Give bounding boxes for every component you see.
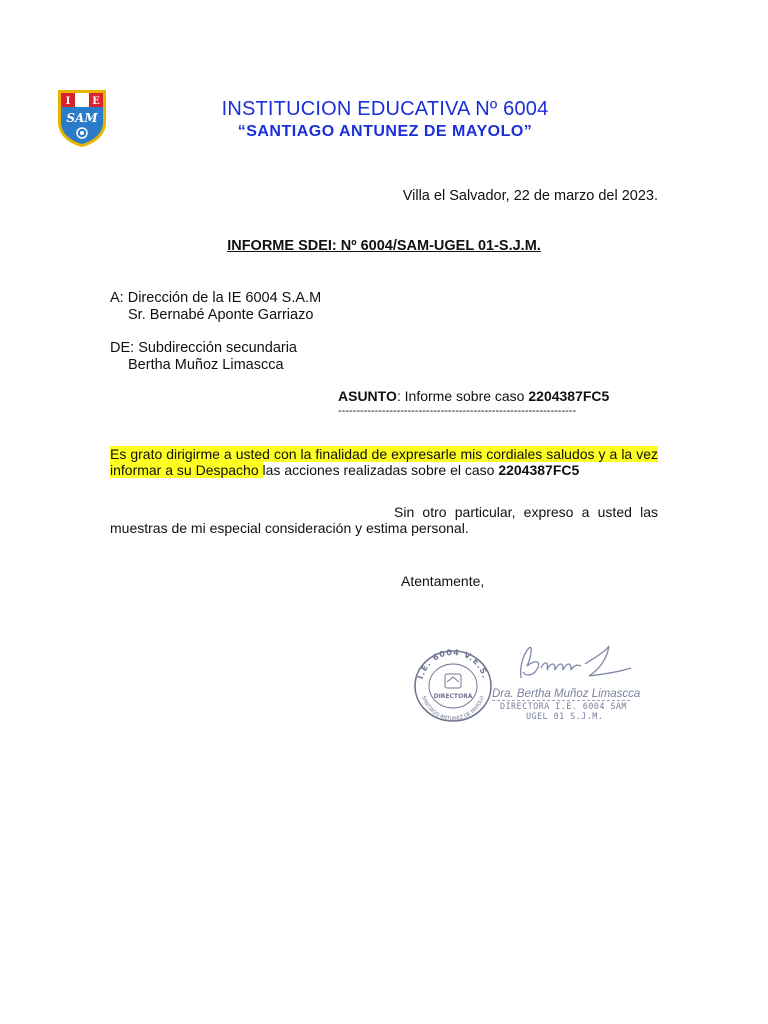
report-title: INFORME SDEI: Nº 6004/SAM-UGEL 01-S.J.M. <box>227 238 541 254</box>
official-stamp <box>412 648 494 724</box>
sender-line: DE: Subdirección secundaria <box>110 340 297 356</box>
recipient-block <box>110 290 321 324</box>
sender-name: Bertha Muñoz Limascca <box>128 357 284 373</box>
signer-unit: UGEL 01 S.J.M. <box>526 712 604 722</box>
handwritten-signature <box>515 638 635 690</box>
signer-name: Dra. Bertha Muñoz Limascca <box>492 688 641 700</box>
school-logo <box>56 88 108 148</box>
body-paragraph <box>110 446 658 478</box>
closing-paragraph: Sin otro particular, expreso a usted las muestras de mi especial consideración y estima personal. <box>110 504 658 536</box>
signer-role: DIRECTORA I.E. 6004 SAM <box>500 702 627 712</box>
subject-label: ASUNTO <box>338 388 397 404</box>
logo-sam-text: SAM <box>66 111 98 125</box>
logo-letter-i: I <box>65 96 71 107</box>
institution-subtitle: “SANTIAGO ANTUNEZ DE MAYOLO” <box>237 123 533 140</box>
stamp-ring-bottom: SANTIAGO ANTUNEZ DE MAYOLO <box>420 695 486 723</box>
stamp-center-text: DIRECTORA <box>433 693 473 700</box>
logo-letter-e: E <box>92 96 100 107</box>
subject-text: : Informe sobre caso <box>396 388 529 404</box>
highlighted-text: Es grato dirigirme a usted con la finalidad de expresarle mis cordiales saludos y a la vez informar a su Despacho <box>110 446 658 478</box>
sender-block <box>110 340 297 374</box>
recipient-line: A: Dirección de la IE 6004 S.A.M <box>110 290 322 306</box>
subject-line <box>338 388 609 404</box>
stamp-ring-top: I.E. 6004 V.E.S. <box>415 648 491 680</box>
recipient-name: Sr. Bernabé Aponte Garriazo <box>128 307 314 323</box>
body-text: las acciones realizadas sobre el caso <box>262 462 499 478</box>
regards-line: Atentamente, <box>401 573 485 589</box>
date-line: Villa el Salvador, 22 de marzo del 2023. <box>402 188 658 204</box>
subject-case-number: 2204387FC5 <box>528 388 610 404</box>
subject-separator: ----------------------------------------------------------------- <box>338 405 577 417</box>
signature-line <box>492 700 630 701</box>
institution-title: INSTITUCION EDUCATIVA Nº 6004 <box>221 98 549 120</box>
body-case-number: 2204387FC5 <box>498 462 580 478</box>
